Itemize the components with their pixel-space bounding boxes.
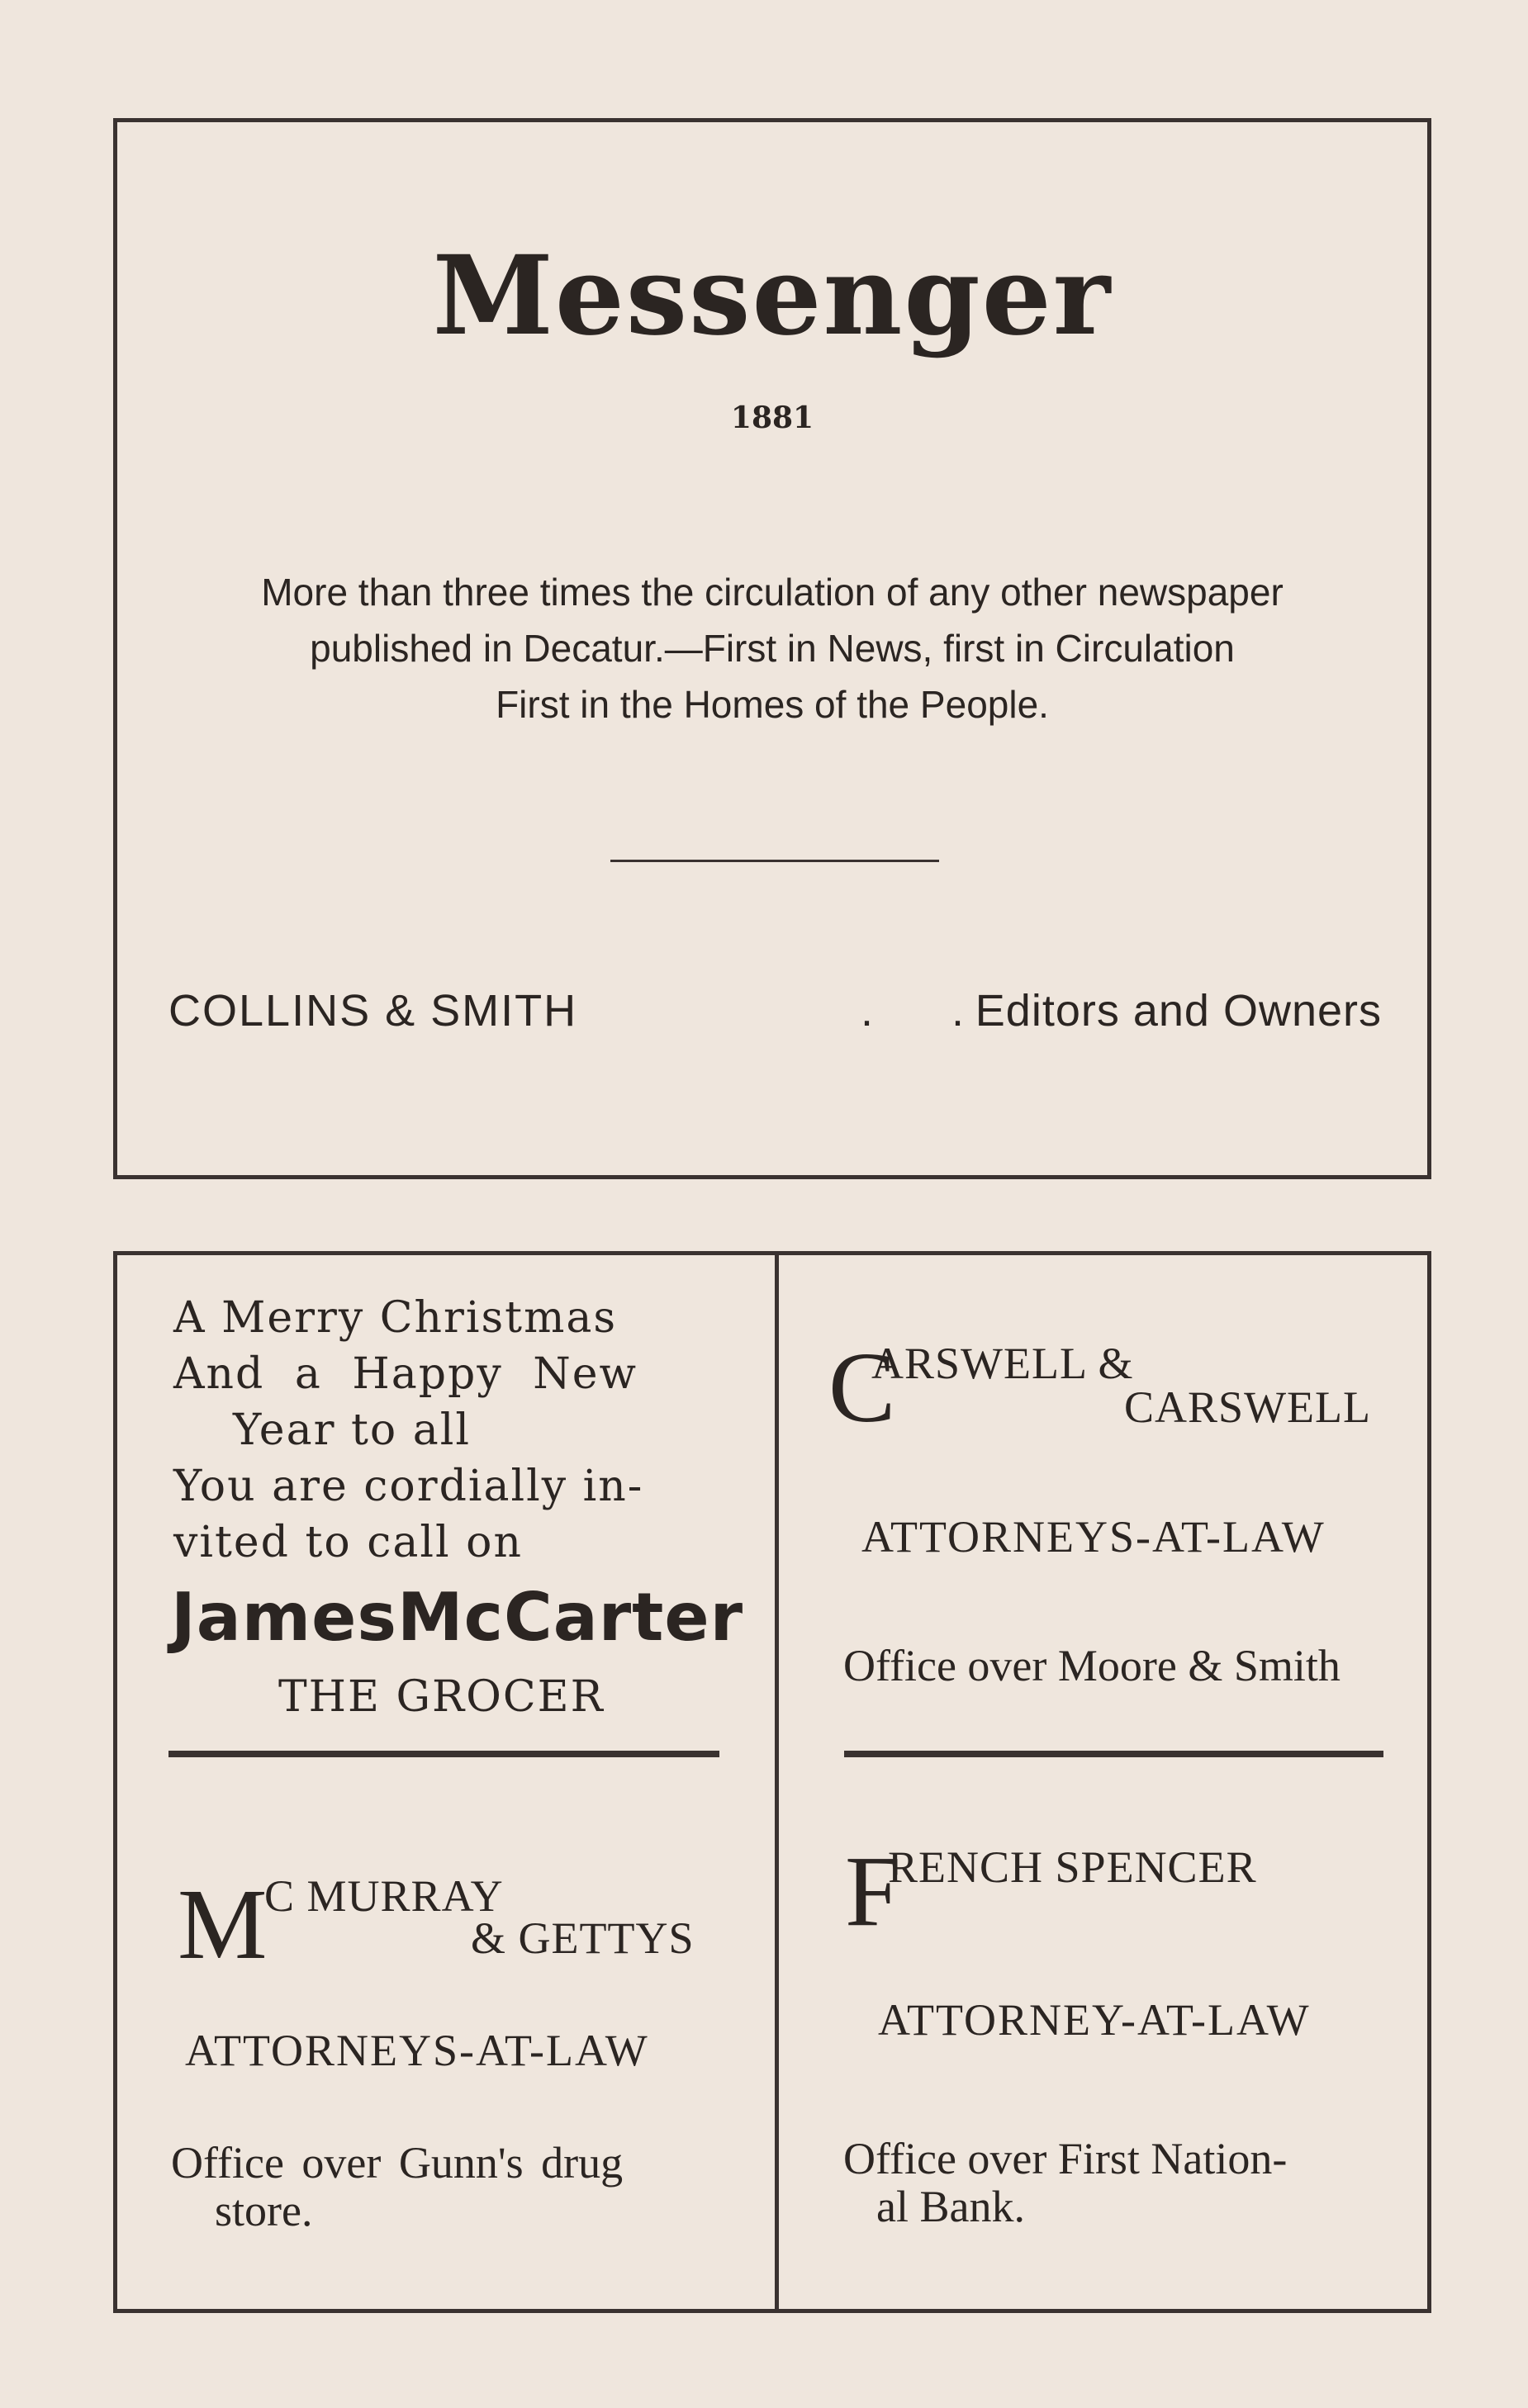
right-divider-rule	[844, 1751, 1383, 1757]
firm-initial: M	[178, 1869, 268, 1980]
office-location: Office over Gunn's drug	[171, 2138, 624, 2188]
greeting-line: Year to all	[233, 1405, 471, 1455]
greeting-line: A Merry Christmas	[173, 1293, 618, 1343]
description-line: published in Decatur.—First in News, first in Circulation	[310, 627, 1235, 670]
practice-title: ATTORNEY-AT-LAW	[878, 1995, 1311, 2045]
grocer-ad	[117, 1255, 775, 1784]
firm-name-line: RENCH SPENCER	[888, 1842, 1257, 1892]
firm-name-line: ARSWELL &	[871, 1339, 1134, 1388]
newspaper-description	[167, 564, 1378, 732]
founding-year: 1881	[730, 401, 814, 435]
grocer-last-name: McCarter	[396, 1579, 744, 1656]
left-divider-rule	[168, 1751, 719, 1757]
office-location: al Bank.	[876, 2182, 1025, 2231]
firm-name-line: CARSWELL	[1124, 1382, 1371, 1432]
firm-name-line: & GETTYS	[471, 1913, 695, 1963]
office-location: Office over Moore & Smith	[843, 1641, 1341, 1690]
mcmurray-ad	[117, 1784, 775, 2312]
spencer-ad	[779, 1784, 1431, 2312]
owners-name: COLLINS & SMITH	[168, 986, 578, 1036]
ads-grid-box	[113, 1251, 1431, 2313]
description-line: First in the Homes of the People.	[496, 683, 1049, 726]
firm-name-line: C MURRAY	[264, 1871, 504, 1921]
owners-role: Editors and Owners	[975, 986, 1382, 1036]
messenger-ad-box	[113, 118, 1431, 1179]
firm-initial: C	[828, 1332, 896, 1443]
office-location: store.	[215, 2186, 313, 2235]
leader-dots: . .	[861, 986, 998, 1036]
grocer-first-name: James	[171, 1579, 397, 1656]
description-line: More than three times the circulation of any other newspaper	[261, 571, 1284, 614]
grocer-name	[171, 1579, 744, 1656]
office-location: Office over First Nation-	[843, 2134, 1288, 2183]
newspaper-title: Messenger	[432, 232, 1113, 360]
greeting-line: And a Happy New	[173, 1349, 638, 1399]
practice-title: ATTORNEYS-AT-LAW	[861, 1512, 1326, 1562]
firm-initial: F	[845, 1836, 901, 1947]
divider-rule	[610, 860, 939, 862]
practice-title: ATTORNEYS-AT-LAW	[185, 2026, 649, 2075]
greeting-line: You are cordially in-	[173, 1462, 644, 1511]
carswell-ad	[779, 1255, 1431, 1784]
greeting-line: vited to call on	[173, 1518, 523, 1567]
grocer-subtitle: THE GROCER	[278, 1672, 605, 1722]
